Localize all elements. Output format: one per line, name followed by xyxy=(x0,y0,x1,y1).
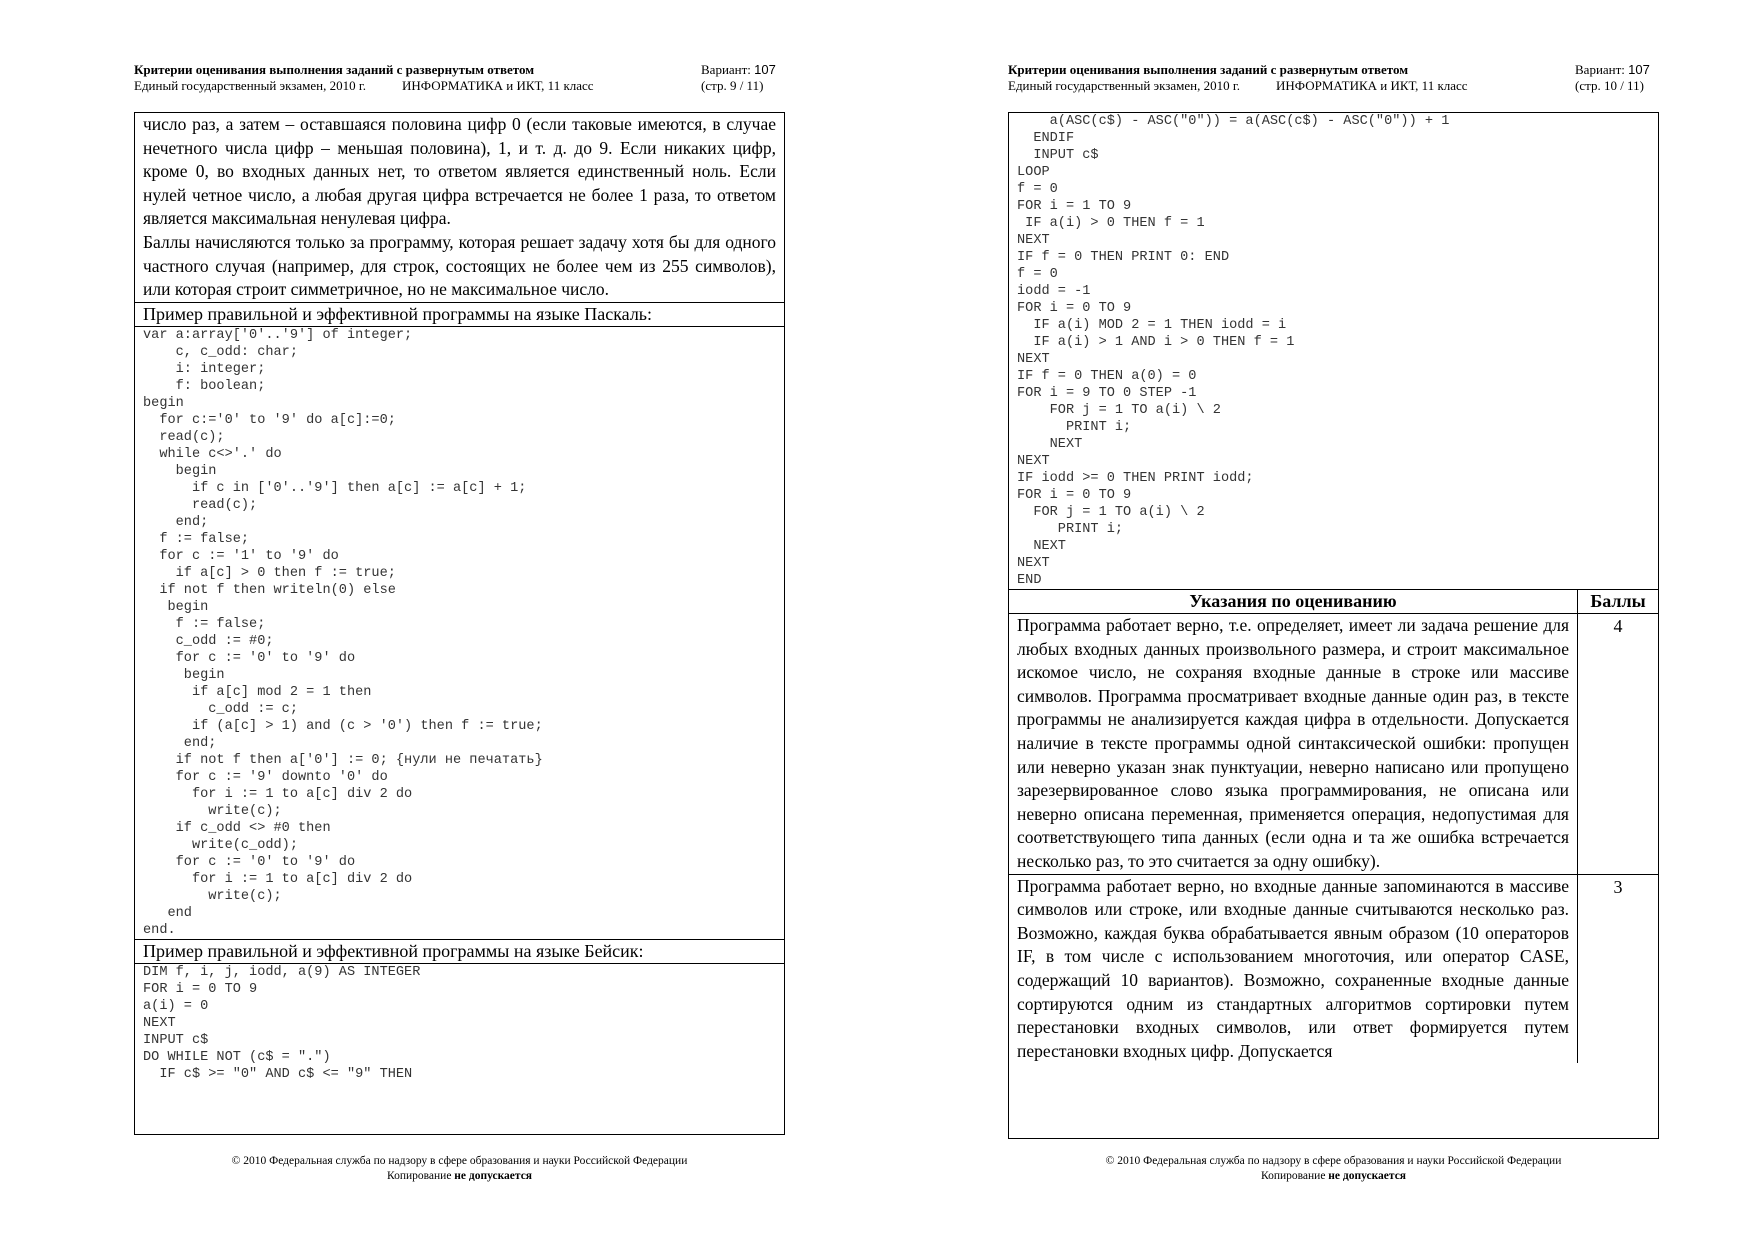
basic-heading: Пример правильной и эффективной программы на языке Бейсик: xyxy=(135,939,784,964)
header-exam-line xyxy=(1008,78,1468,94)
footer-copy-bold: не допускается xyxy=(1328,1170,1407,1182)
footer-copy-prefix: Копирование xyxy=(386,1170,452,1182)
footer-copy-notice xyxy=(1008,1169,1659,1184)
header-exam: Единый государственный экзамен, 2010 г. xyxy=(1008,78,1240,93)
header-title: Критерии оценивания выполнения заданий с развернутым ответом xyxy=(134,62,535,77)
header-subject: ИНФОРМАТИКА и ИКТ, 11 класс xyxy=(402,78,594,93)
footer-copy-notice xyxy=(134,1169,785,1184)
footer-copyright: © 2010 Федеральная служба по надзору в сфере образования и науки Российской Федерации xyxy=(231,1155,688,1167)
grading-row xyxy=(1009,614,1658,875)
page-left xyxy=(0,0,873,1239)
header-exam: Единый государственный экзамен, 2010 г. xyxy=(134,78,366,93)
header-variant xyxy=(1575,62,1650,78)
content-frame xyxy=(1008,112,1659,1139)
page-footer xyxy=(134,1154,785,1184)
header-exam-line xyxy=(134,78,594,94)
grading-row-points: 3 xyxy=(1578,874,1659,1063)
header-variant xyxy=(701,62,776,78)
footer-copy-bold: не допускается xyxy=(454,1170,533,1182)
grading-col-points: Баллы xyxy=(1578,590,1659,614)
grading-row xyxy=(1009,874,1658,1063)
content-frame xyxy=(134,112,785,1135)
grading-header-row xyxy=(1009,590,1658,614)
grading-row-text: Программа работает верно, т.е. определяет, имеет ли задача решение для любых входных данных произвольного размера, и строит максимальное искомое число, не сохраняя входные данные в строке или массиве символов. Программа просматривает входные данные один раз, в тексте программы не анализируется каждая цифра в отдельности. Допускается наличие в тексте программы одной синтаксической ошибки: пропущен или неверно указан знак пунктуации, неверно написано или пропущено зарезервированное слово языка программирования, не описана или неверно описана переменная, применяется операция, недопустимая для соответствующего типа данных (если одна и та же ошибка встречается несколько раз, то это считается за одну ошибку). xyxy=(1009,614,1578,875)
variant-number: 107 xyxy=(1628,62,1650,77)
footer-copy-prefix: Копирование xyxy=(1260,1170,1326,1182)
pascal-code: var a:array['0'..'9'] of integer; c, c_odd: char; i: integer; f: boolean; begin for c:='0' to '9' do a[c]:=0; read(c); while c<>'.' do begin if c in ['0'..'9'] then a[c] := a[c] + 1; read(c); end; f := false; for c := '1' to '9' do if a[c] > 0 then f := true; if not f then writeln(0) else begin f := false; c_odd := #0; for c := '0' to '9' do begin if a[c] mod 2 = 1 then c_odd := c; if (a[c] > 1) and (c > '0') then f := true; end; if not f then a['0'] := 0; {нули не печатать} for c := '9' downto '0' do for i := 1 to a[c] div 2 do write(c); if c_odd <> #0 then write(c_odd); for c := '0' to '9' do for i := 1 to a[c] div 2 do write(c); end end. xyxy=(143,327,543,938)
header-page-number: (стр. 9 / 11) xyxy=(701,78,764,93)
page-header xyxy=(134,62,784,96)
page-footer xyxy=(1008,1154,1659,1184)
page-right xyxy=(874,0,1747,1239)
paragraph-answer-description: число раз, а затем – оставшаяся половина цифр 0 (если таковые имеются, в случае нечетного числа цифр – меньшая половина), 1, и т. д. до 9. Если никаких цифр, кроме 0, во входных данных нет, то ответом является единственный ноль. Если нулей четное число, а любая другая цифра встречается не более 1 раза, то ответом является максимальная ненулевая цифра. xyxy=(143,114,776,229)
header-subject: ИНФОРМАТИКА и ИКТ, 11 класс xyxy=(1276,78,1468,93)
footer-copyright: © 2010 Федеральная служба по надзору в сфере образования и науки Российской Федерации xyxy=(1105,1155,1562,1167)
header-title: Критерии оценивания выполнения заданий с развернутым ответом xyxy=(1008,62,1409,77)
variant-number: 107 xyxy=(754,62,776,77)
grading-row-text: Программа работает верно, но входные данные запоминаются в массиве символов или строке, или входные данные считываются несколько раз. Возможно, каждая буква обрабатывается явным образом (10 операторов IF, в том числе с использованием многоточия, или оператор CASE, содержащий 10 вариантов). Возможно, сохраненные входные данные сортируются одним из стандартных алгоритмов сортировки путем перестановки входных символов, или ответ формируется путем перестановки входных цифр. Допускается xyxy=(1009,874,1578,1063)
basic-code-continued: a(ASC(c$) - ASC("0")) = a(ASC(c$) - ASC("0")) + 1 ENDIF INPUT c$ LOOP f = 0 FOR i = 1 TO 9 IF a(i) > 0 THEN f = 1 NEXT IF f = 0 THEN PRINT 0: END f = 0 iodd = -1 FOR i = 0 TO 9 IF a(i) MOD 2 = 1 THEN iodd = i IF a(i) > 1 AND i > 0 THEN f = 1 NEXT IF f = 0 THEN a(0) = 0 FOR i = 9 TO 0 STEP -1 FOR j = 1 TO a(i) \ 2 PRINT i; NEXT NEXT IF iodd >= 0 THEN PRINT iodd; FOR i = 0 TO 9 FOR j = 1 TO a(i) \ 2 PRINT i; NEXT NEXT END xyxy=(1017,114,1450,588)
variant-label: Вариант: xyxy=(701,62,751,77)
basic-code: DIM f, i, j, iodd, a(9) AS INTEGER FOR i = 0 TO 9 a(i) = 0 NEXT INPUT c$ DO WHILE NOT (c$ = ".") IF c$ >= "0" AND c$ <= "9" THEN xyxy=(143,964,421,1082)
paragraph-scoring-note: Баллы начисляются только за программу, которая решает задачу хотя бы для одного частного случая (например, для строк, состоящих не более чем из 255 символов), или которая строит симметричное, но не максимальное число. xyxy=(143,231,776,300)
variant-label: Вариант: xyxy=(1575,62,1625,77)
grading-col-instructions: Указания по оцениванию xyxy=(1009,590,1578,614)
header-page-number: (стр. 10 / 11) xyxy=(1575,78,1644,93)
page-header xyxy=(1008,62,1658,96)
grading-table xyxy=(1009,589,1658,1063)
grading-row-points: 4 xyxy=(1578,614,1659,875)
pascal-heading: Пример правильной и эффективной программы на языке Паскаль: xyxy=(135,302,784,327)
